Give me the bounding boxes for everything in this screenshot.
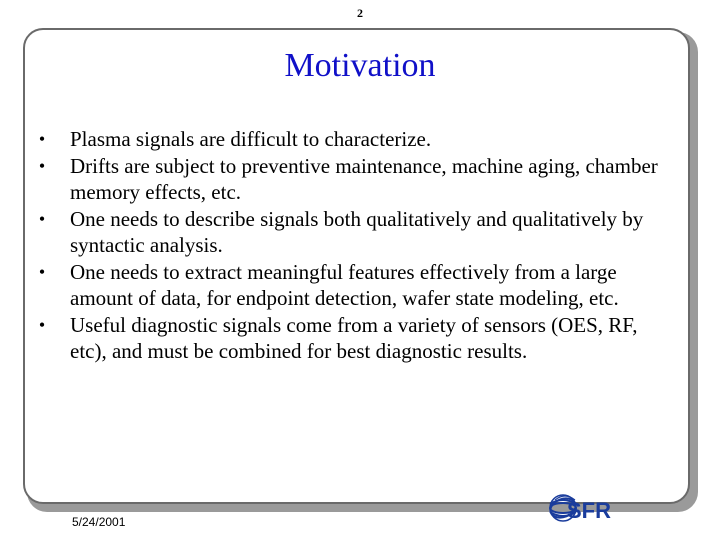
footer-date: 5/24/2001 [72,515,126,529]
bullet-item [32,153,672,205]
bullet-dot: • [38,262,46,282]
bullet-text: One needs to describe signals both qualitatively and qualitatively by syntactic analysis. [70,207,644,257]
bullet-item [32,312,672,364]
bullet-text: Drifts are subject to preventive maintenance, machine aging, chamber memory effects, etc. [70,154,658,204]
bullet-dot: • [38,315,46,335]
page-number: 2 [357,6,363,20]
bullet-item [32,259,672,311]
sfr-logo [543,488,639,528]
bullet-list [32,126,672,365]
bullet-dot: • [38,129,46,149]
logo-text: SFR [567,498,611,523]
bullet-text: Plasma signals are difficult to characterize. [70,127,432,151]
bullet-text: Useful diagnostic signals come from a variety of sensors (OES, RF, etc), and must be combined for best diagnostic results. [70,313,638,363]
bullet-dot: • [38,209,46,229]
bullet-item [32,206,672,258]
bullet-item [32,126,672,152]
bullet-dot: • [38,156,46,176]
slide-title: Motivation [284,47,436,84]
bullet-text: One needs to extract meaningful features effectively from a large amount of data, for endpoint detection, wafer state modeling, etc. [70,260,619,310]
